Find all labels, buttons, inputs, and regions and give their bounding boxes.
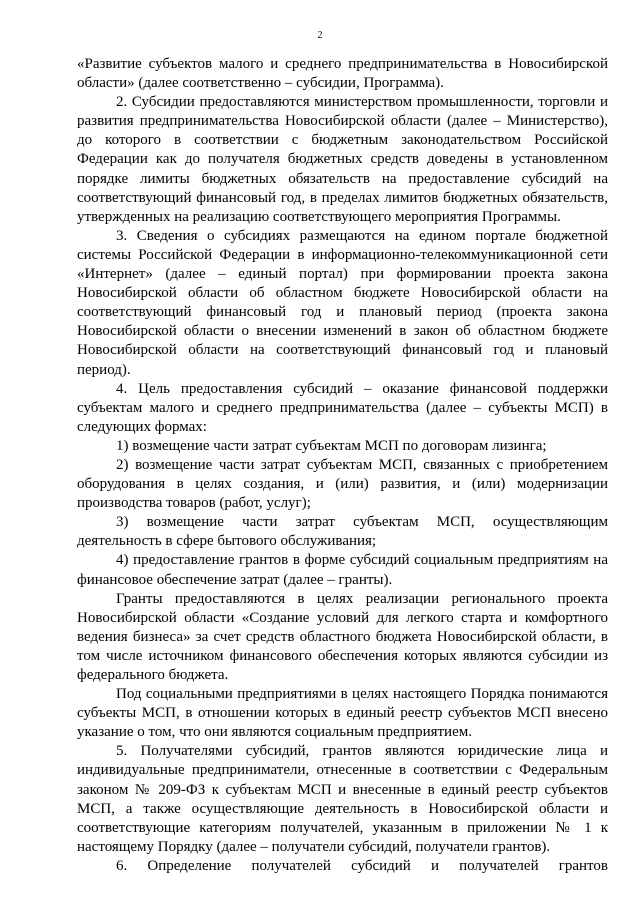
paragraph-5-recipients: 5. Получателями субсидий, грантов являются юридические лица и индивидуальные предприниматели, отнесенные в соответствии с Федеральным законом № 209-ФЗ к субъектам МСП и внесенные в единый реестр субъектов МСП, а также осуществляющие деятельность в Новосибирской области и соответствующие категориям получателей, указанным в приложении № 1 к настоящему Порядку (далее – получатели субсидий, получатели грантов). bbox=[77, 743, 608, 855]
page-number: 2 bbox=[317, 30, 323, 41]
document-body bbox=[77, 55, 608, 876]
paragraph-3-subsidy-information: 3. Сведения о субсидиях размещаются на едином портале бюджетной системы Российской Федерации в информационно-телекоммуникационной сети «Интернет» (далее – единый портал) при формировании проекта закона Новосибирской области об областном бюджете Новосибирской области на соответствующий финансовый год и плановый период (проекта закона Новосибирской области о внесении изменений в закон об областном бюджете Новосибирской области на соответствующий финансовый год и плановый период). bbox=[77, 227, 608, 378]
list-item-1-leasing: 1) возмещение части затрат субъектам МСП по договорам лизинга; bbox=[116, 437, 547, 454]
list-item-3-household-services: 3) возмещение части затрат субъектам МСП, осуществляющим деятельность в сфере бытового обслуживания; bbox=[77, 514, 608, 550]
paragraph-grants-purpose: Гранты предоставляются в целях реализации регионального проекта Новосибирской области «Создание условий для легкого старта и комфортного ведения бизнеса» за счет средств областного бюджета Новосибирской области, в том числе источником финансового обеспечения которых являются субсидии из федерального бюджета. bbox=[77, 590, 608, 683]
paragraph-4-purpose: 4. Цель предоставления субсидий – оказание финансовой поддержки субъектам малого и среднего предпринимательства (далее – субъекты МСП) в следующих формах: bbox=[77, 380, 608, 435]
paragraph-social-enterprises: Под социальными предприятиями в целях настоящего Порядка понимаются субъекты МСП, в отношении которых в единый реестр субъектов МСП внесено указание о том, что они являются социальным предприятием. bbox=[77, 686, 608, 741]
list-item-2-equipment: 2) возмещение части затрат субъектам МСП, связанных с приобретением оборудования в целях создания, и (или) развития, и (или) модернизации производства товаров (работ, услуг); bbox=[77, 456, 608, 512]
paragraph-program-title-continuation: «Развитие субъектов малого и среднего предпринимательства в Новосибирской области» (далее соответственно – субсидии, Программа). bbox=[77, 56, 608, 92]
paragraph-6-determination: 6. Определение получателей субсидий и получателей грантов bbox=[116, 857, 608, 874]
paragraph-2-subsidies-provider: 2. Субсидии предоставляются министерством промышленности, торговли и развития предпринимательства Новосибирской области (далее – Министерство), до которого в соответствии с бюджетным законодательством Российской Федерации как до получателя бюджетных средств доведены в установленном порядке лимиты бюджетных обязательств на предоставление субсидий на соответствующий финансовый год, в пределах лимитов бюджетных обязательств, утвержденных на реализацию соответствующего мероприятия Программы. bbox=[77, 94, 608, 225]
list-item-4-grants: 4) предоставление грантов в форме субсидий социальным предприятиям на финансовое обеспечение затрат (далее – гранты). bbox=[77, 552, 608, 588]
